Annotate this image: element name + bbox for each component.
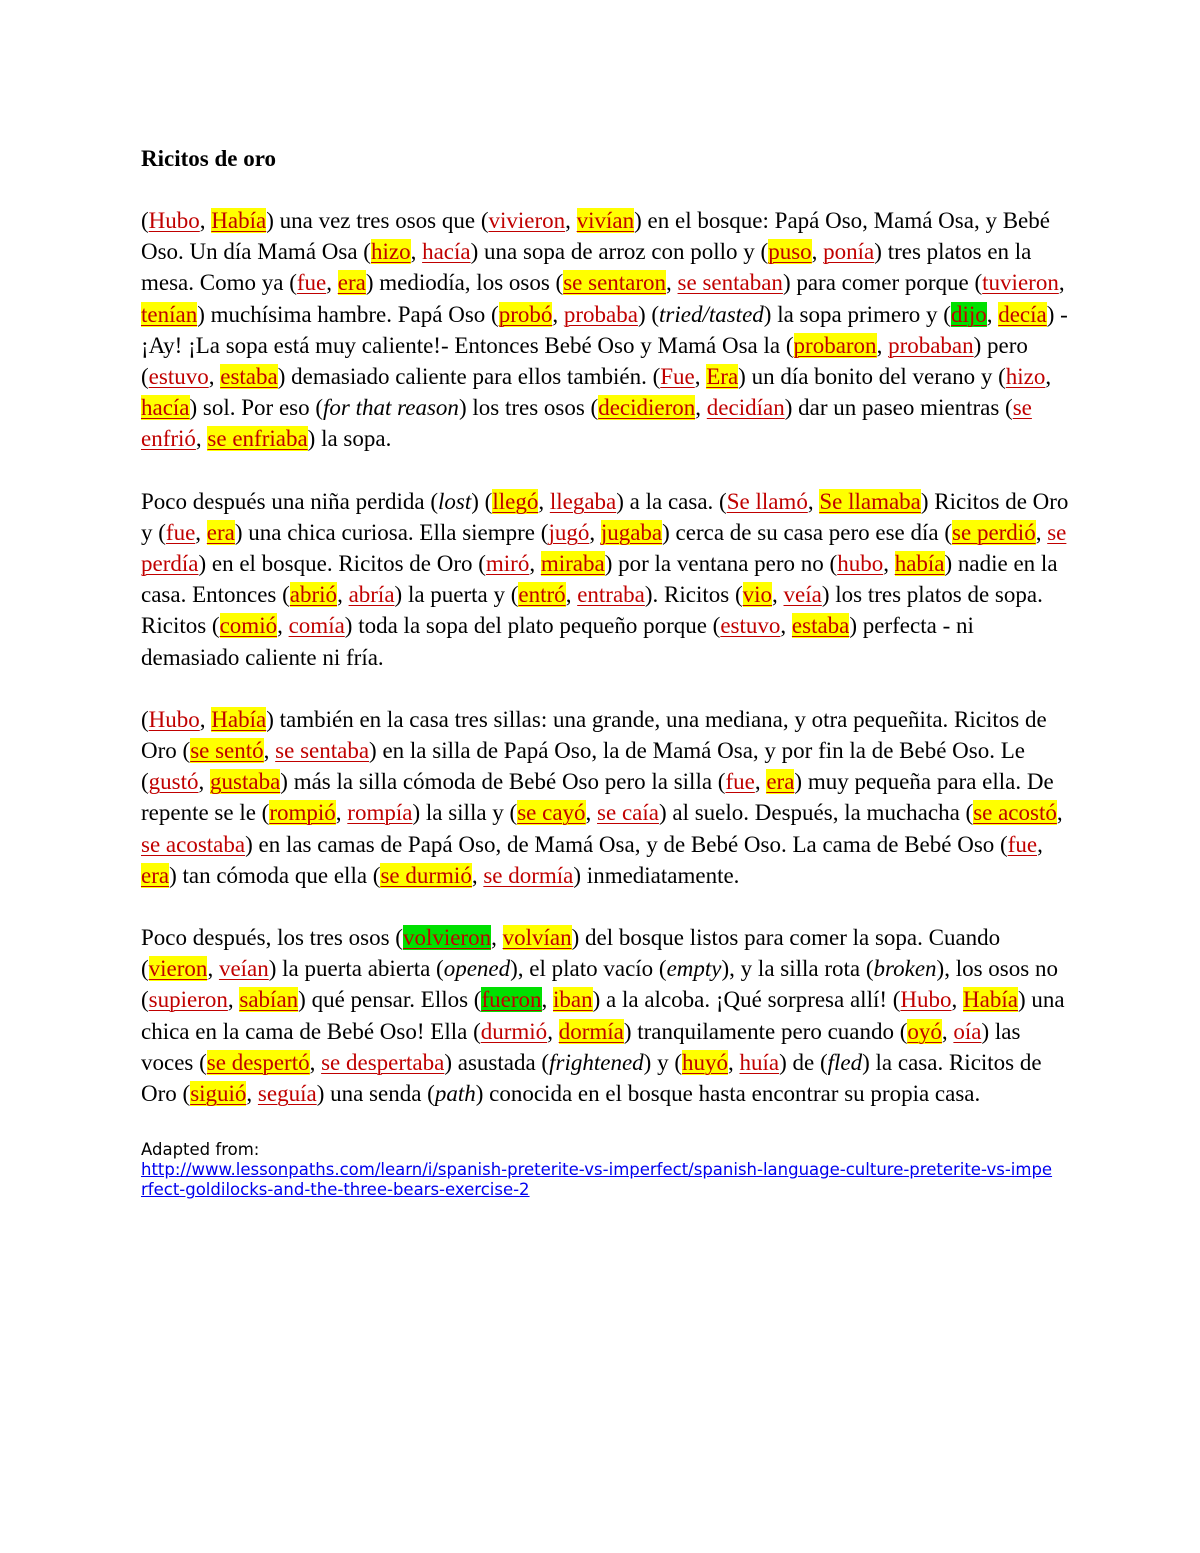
verb-option: supieron xyxy=(148,987,228,1013)
text-run: ) en las camas de Papá Oso, de Mamá Osa, y de Bebé Oso. La cama de Bebé Oso ( xyxy=(245,831,1008,857)
text-run: , xyxy=(541,987,554,1013)
verb-option: miraba xyxy=(540,551,605,577)
text-run: ) -¡Ay! ¡La sopa está muy caliente!- Entonces Bebé Oso y Mamá Osa la ( xyxy=(141,301,1068,358)
text-run: ) la casa. Ricitos de Oro ( xyxy=(141,1049,1042,1107)
text-run: , xyxy=(195,519,207,545)
text-run: , xyxy=(471,862,484,888)
verb-option: Se llamó xyxy=(726,488,808,514)
verb-option: Había xyxy=(963,987,1018,1013)
text-run: ) la sopa primero y ( xyxy=(763,301,951,327)
english-gloss: empty xyxy=(666,956,722,982)
text-run: ) Ricitos de Oro y ( xyxy=(141,488,1069,545)
verb-option: oyó xyxy=(907,1018,942,1044)
text-run: , xyxy=(694,364,707,390)
text-run: ) del bosque listos para comer la sopa. Cuando ( xyxy=(141,925,1001,982)
text-run: ) de ( xyxy=(779,1049,828,1075)
text-run: ) la puerta y ( xyxy=(394,582,519,608)
verb-option: durmió xyxy=(480,1018,548,1044)
source-link[interactable]: http://www.lessonpaths.com/learn/i/spanish-preterite-vs-imperfect/spanish-language-culture-preterite-vs-imperfect-goldilocks-and-the-three-bears-exercise-2 xyxy=(141,1160,1053,1200)
text-run: ) para comer porque ( xyxy=(782,270,983,296)
text-run: ) una vez tres osos que ( xyxy=(266,208,489,233)
verb-option: tuvieron xyxy=(982,270,1059,296)
verb-option: se sentaba xyxy=(275,738,370,764)
verb-option: fue xyxy=(725,769,755,795)
text-run: , xyxy=(565,582,578,608)
text-run: , xyxy=(207,956,219,982)
text-run: ) muy pequeña para ella. De repente se le ( xyxy=(141,769,1054,826)
verb-option: estuvo xyxy=(148,364,209,390)
text-run: , xyxy=(529,551,541,577)
text-run: , xyxy=(565,208,577,233)
verb-option: gustó xyxy=(148,769,199,795)
text-run: ) sol. Por eso ( xyxy=(189,395,324,421)
text-run: , xyxy=(1058,270,1065,296)
text-run: Poco después, los tres osos ( xyxy=(141,925,403,951)
verb-option: se sentaban xyxy=(677,270,783,296)
text-run: Poco después una niña perdida ( xyxy=(141,488,439,514)
text-run: ) también en la casa tres sillas: una grande, una mediana, y otra pequeñita. Ricitos de Oro ( xyxy=(141,706,1047,764)
verb-option: dijo xyxy=(950,301,987,327)
text-run: ) en la silla de Papá Oso, la de Mamá Osa, y por fin la de Bebé Oso. Le ( xyxy=(141,738,1025,795)
text-run: , xyxy=(198,769,211,795)
text-run: , xyxy=(1037,831,1043,857)
text-run: , xyxy=(208,364,221,390)
text-run: , xyxy=(951,987,964,1013)
text-run: ) perfecta - ni demasiado caliente ni fría. xyxy=(141,613,974,670)
text-run: , xyxy=(695,395,707,421)
text-run: ) dar un paseo mientras ( xyxy=(784,395,1013,421)
verb-option: se perdía xyxy=(141,519,1067,577)
verb-option: se sentó xyxy=(190,738,264,764)
verb-option: gustaba xyxy=(210,769,281,795)
verb-option: abría xyxy=(348,582,395,608)
text-run: , xyxy=(246,1081,258,1107)
verb-option: hizo xyxy=(370,239,411,265)
verb-option: Era xyxy=(706,364,739,390)
verb-option: se dormía xyxy=(483,862,574,888)
verb-option: hubo xyxy=(837,551,884,577)
verb-option: probaban xyxy=(888,332,974,358)
verb-option: entró xyxy=(518,582,566,608)
verb-option: probaron xyxy=(793,332,877,358)
english-gloss: lost xyxy=(438,488,472,514)
verb-option: rompió xyxy=(269,800,336,826)
verb-option: hacía xyxy=(141,395,190,421)
text-run: ) una chica curiosa. Ella siempre ( xyxy=(234,519,549,545)
text-run: ) por la ventana pero no ( xyxy=(604,551,838,577)
text-run: ) toda la sopa del plato pequeño porque ( xyxy=(344,613,721,639)
verb-option: llegó xyxy=(492,488,539,514)
verb-option: veían xyxy=(218,956,269,982)
verb-option: se caía xyxy=(597,800,659,826)
text-run: , xyxy=(547,1018,559,1044)
verb-option: estaba xyxy=(220,364,278,390)
verb-option: Fue xyxy=(660,364,695,390)
text-run: , xyxy=(585,800,598,826)
text-run: ) en el bosque. Ricitos de Oro ( xyxy=(198,551,486,577)
verb-option: huía xyxy=(739,1049,780,1075)
text-run: , xyxy=(538,488,550,514)
verb-option: Había xyxy=(211,706,267,732)
text-run: ) una sopa de arroz con pollo y ( xyxy=(470,239,769,265)
verb-option: rompía xyxy=(347,800,413,826)
text-run: ( xyxy=(141,208,149,233)
verb-option: fue xyxy=(296,270,327,296)
verb-option: seguía xyxy=(257,1081,317,1107)
english-gloss: for that reason xyxy=(323,395,459,421)
verb-option: volvían xyxy=(502,925,572,951)
text-run: , xyxy=(335,800,348,826)
verb-option: llegaba xyxy=(549,488,617,514)
verb-option: se sentaron xyxy=(563,270,667,296)
document-title: Ricitos de oro xyxy=(141,146,277,171)
verb-option: se acostó xyxy=(973,800,1057,826)
verb-option: era xyxy=(206,519,235,545)
verb-option: veía xyxy=(783,582,822,608)
verb-option: hacía xyxy=(422,239,471,265)
text-run: , xyxy=(754,769,767,795)
verb-option: estuvo xyxy=(720,613,781,639)
verb-option: comió xyxy=(219,613,278,639)
verb-option: fueron xyxy=(481,987,542,1013)
text-run: , xyxy=(263,738,276,764)
verb-option: era xyxy=(141,862,170,888)
verb-option: se acostaba xyxy=(141,831,246,857)
text-run: , xyxy=(811,239,824,265)
verb-option: huyó xyxy=(681,1049,728,1075)
text-run: ) pero ( xyxy=(141,332,1028,390)
verb-option: se despertó xyxy=(206,1049,310,1075)
verb-option: siguió xyxy=(190,1081,247,1107)
verb-option: se perdió xyxy=(952,519,1036,545)
verb-option: jugó xyxy=(548,519,590,545)
verb-option: se enfriaba xyxy=(207,426,308,452)
verb-option: era xyxy=(337,270,366,296)
text-run: , xyxy=(491,925,503,951)
text-run: ) qué pensar. Ellos ( xyxy=(298,987,482,1013)
verb-option: se despertaba xyxy=(321,1049,445,1075)
text-run: , xyxy=(1035,519,1048,545)
text-run: , xyxy=(277,613,289,639)
text-run: , xyxy=(410,239,423,265)
verb-option: sabían xyxy=(239,987,299,1013)
verb-option: ponía xyxy=(823,239,875,265)
text-run: ) la silla y ( xyxy=(412,800,518,826)
verb-option: oía xyxy=(953,1018,982,1044)
text-run: ) un día bonito del verano y ( xyxy=(738,364,1006,390)
text-run: ). Ricitos ( xyxy=(644,582,743,608)
text-run: , xyxy=(807,488,820,514)
verb-option: entraba xyxy=(577,582,645,608)
text-run: , xyxy=(589,519,601,545)
text-run: , xyxy=(883,551,895,577)
text-run: ) la sopa. xyxy=(307,426,392,452)
text-run: ) a la alcoba. ¡Qué sorpresa allí! ( xyxy=(592,987,901,1013)
text-run: ) mediodía, los osos ( xyxy=(365,270,564,296)
text-run: ) conocida en el bosque hasta encontrar su propia casa. xyxy=(475,1081,981,1107)
paragraph-4 xyxy=(141,922,1071,1109)
document-body xyxy=(141,143,1071,1200)
text-run: , xyxy=(199,208,212,233)
text-run: ), y la silla rota ( xyxy=(721,956,874,982)
verb-option: se cayó xyxy=(517,800,586,826)
text-run: ) al suelo. Después, la muchacha ( xyxy=(658,800,974,826)
text-run: ), los osos no ( xyxy=(141,956,1058,1013)
verb-option: vieron xyxy=(148,956,208,982)
source-label: Adapted from: xyxy=(141,1140,260,1160)
verb-option: había xyxy=(894,551,945,577)
text-run: , xyxy=(666,270,678,296)
verb-option: vivían xyxy=(576,208,635,233)
paragraph-2 xyxy=(141,486,1071,673)
text-run: , xyxy=(1056,800,1063,826)
text-run: , xyxy=(326,270,338,296)
english-gloss: opened xyxy=(443,956,511,982)
verb-option: vio xyxy=(742,582,773,608)
verb-option: puso xyxy=(768,239,812,265)
verb-option: fue xyxy=(165,519,196,545)
verb-option: Había xyxy=(211,208,267,233)
text-run: ) y ( xyxy=(643,1049,682,1075)
text-run: , xyxy=(986,301,999,327)
text-run: ( xyxy=(141,706,149,732)
text-run: ) los tres platos de sopa. Ricitos ( xyxy=(141,582,1043,639)
verb-option: Hubo xyxy=(900,987,952,1013)
text-run: ) ( xyxy=(471,488,493,514)
text-run: ) una chica en la cama de Bebé Oso! Ella ( xyxy=(141,987,1065,1044)
text-run: ) tan cómoda que ella ( xyxy=(169,862,381,888)
verb-option: miró xyxy=(485,551,530,577)
text-run: ) los tres osos ( xyxy=(458,395,599,421)
text-run: , xyxy=(337,582,349,608)
verb-option: iban xyxy=(553,987,593,1013)
text-run: , xyxy=(941,1018,954,1044)
english-gloss: tried/tasted xyxy=(659,301,764,327)
text-run: , xyxy=(309,1049,322,1075)
text-run: , xyxy=(227,987,240,1013)
text-run: ) las voces ( xyxy=(141,1018,1021,1075)
verb-option: se enfrió xyxy=(141,395,1032,452)
verb-option: estaba xyxy=(791,613,850,639)
verb-option: volvieron xyxy=(402,925,492,951)
text-run: ) tranquilamente pero cuando ( xyxy=(623,1018,908,1044)
verb-option: comía xyxy=(288,613,345,639)
verb-option: Hubo xyxy=(148,208,200,233)
english-gloss: broken xyxy=(873,956,937,982)
verb-option: se durmió xyxy=(380,862,472,888)
verb-option: fue xyxy=(1007,831,1038,857)
text-run: ) a la casa. ( xyxy=(616,488,727,514)
text-run: ) cerca de su casa pero ese día ( xyxy=(662,519,953,545)
verb-option: era xyxy=(766,769,795,795)
text-run: ) la puerta abierta ( xyxy=(268,956,444,982)
text-run: ), el plato vacío ( xyxy=(510,956,667,982)
text-run: , xyxy=(780,613,792,639)
text-run: , xyxy=(199,706,212,732)
text-run: ) ( xyxy=(637,301,660,327)
verb-option: hizo xyxy=(1005,364,1046,390)
text-run: ) asustada ( xyxy=(444,1049,550,1075)
english-gloss: path xyxy=(434,1081,476,1107)
english-gloss: fled xyxy=(827,1049,863,1075)
text-run: ) tres platos en la mesa. Como ya ( xyxy=(141,239,1032,296)
text-run: ) nadie en la casa. Entonces ( xyxy=(141,551,1058,608)
verb-option: tenían xyxy=(141,301,198,327)
verb-option: jugaba xyxy=(600,519,663,545)
verb-option: decidían xyxy=(706,395,785,421)
text-run: ) en el bosque: Papá Oso, Mamá Osa, y Bebé Oso. Un día Mamá Osa ( xyxy=(141,208,1050,265)
text-run: , xyxy=(876,332,889,358)
text-run: , xyxy=(1045,364,1052,390)
text-run: , xyxy=(552,301,564,327)
text-run: , xyxy=(727,1049,740,1075)
paragraph-3 xyxy=(141,704,1071,891)
verb-option: decía xyxy=(998,301,1047,327)
text-run: ) una senda ( xyxy=(316,1081,435,1107)
verb-option: probaba xyxy=(563,301,638,327)
english-gloss: frightened xyxy=(549,1049,644,1075)
verb-option: dormía xyxy=(558,1018,624,1044)
verb-option: decidieron xyxy=(598,395,696,421)
text-run: ) más la silla cómoda de Bebé Oso pero la silla ( xyxy=(280,769,726,795)
verb-option: vivieron xyxy=(488,208,566,233)
paragraph-1 xyxy=(141,205,1071,455)
text-run: , xyxy=(772,582,784,608)
text-run: ) muchísima hambre. Papá Oso ( xyxy=(197,301,499,327)
text-run: , xyxy=(195,426,208,452)
verb-option: Se llamaba xyxy=(819,488,921,514)
text-run: ) inmediatamente. xyxy=(573,862,740,888)
text-run: ) demasiado caliente para ellos también. ( xyxy=(277,364,661,390)
verb-option: probó xyxy=(498,301,553,327)
verb-option: Hubo xyxy=(148,706,200,732)
verb-option: abrió xyxy=(289,582,338,608)
